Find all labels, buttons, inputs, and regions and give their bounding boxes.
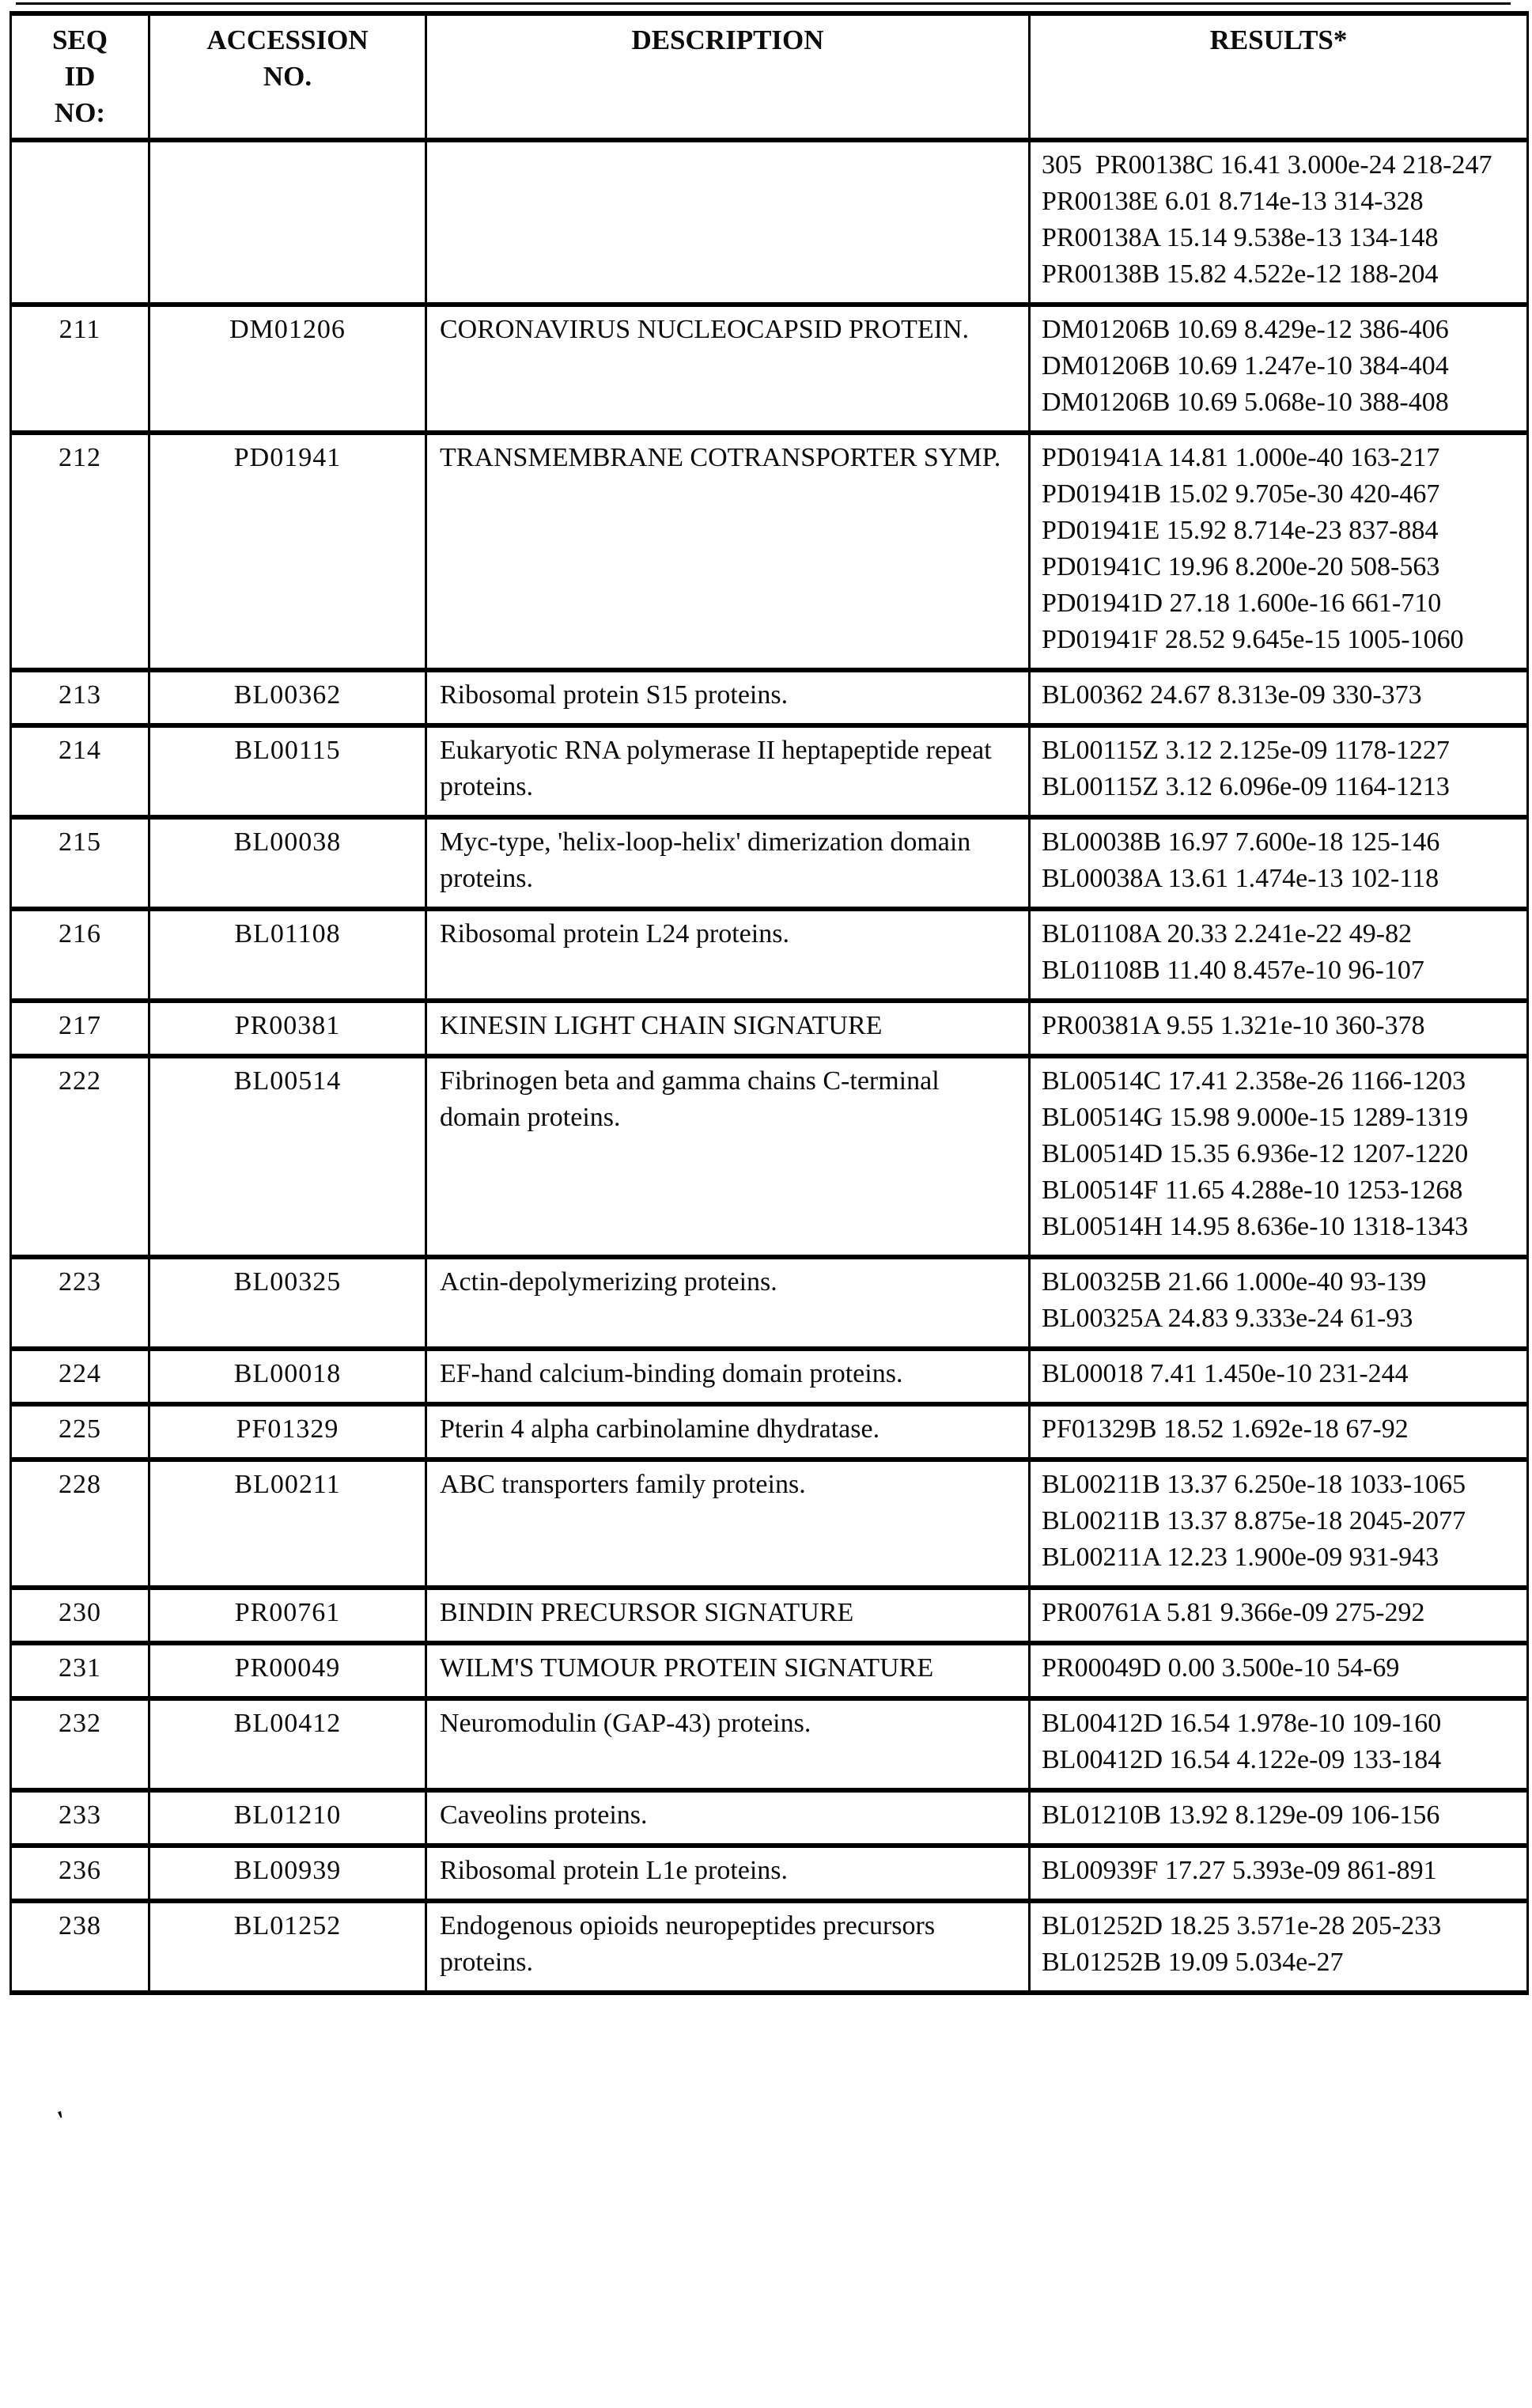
accession-cell bbox=[149, 140, 426, 305]
accession-cell: BL00362 bbox=[149, 670, 426, 725]
table-header bbox=[11, 13, 1528, 140]
seq-id-cell bbox=[11, 140, 149, 305]
column-header-results: RESULTS* bbox=[1030, 13, 1528, 140]
results-cell: BL00412D 16.54 1.978e-10 109-160 BL00412D 16.54 4.122e-09 133-184 bbox=[1030, 1698, 1528, 1790]
seq-id-cell: 212 bbox=[11, 433, 149, 670]
accession-cell: BL00038 bbox=[149, 817, 426, 909]
seq-id-cell: 223 bbox=[11, 1257, 149, 1349]
table-row bbox=[11, 1257, 1528, 1349]
table-row bbox=[11, 1056, 1528, 1257]
table-row bbox=[11, 909, 1528, 1001]
seq-id-cell: 238 bbox=[11, 1901, 149, 1993]
results-cell: BL00514C 17.41 2.358e-26 1166-1203 BL00514G 15.98 9.000e-15 1289-1319 BL00514D 15.35 6.936e-12 1207-1220 BL00514F 11.65 4.288e-10 1253-1268 BL00514H 14.95 8.636e-10 1318-1343 bbox=[1030, 1056, 1528, 1257]
scan-artifact-mark: ' bbox=[54, 2105, 70, 2136]
seq-id-cell: 225 bbox=[11, 1404, 149, 1460]
description-cell: CORONAVIRUS NUCLEOCAPSID PROTEIN. bbox=[426, 305, 1030, 433]
column-header-accession: ACCESSION NO. bbox=[149, 13, 426, 140]
results-cell: BL00038B 16.97 7.600e-18 125-146 BL00038A 13.61 1.474e-13 102-118 bbox=[1030, 817, 1528, 909]
description-cell: Fibrinogen beta and gamma chains C-terminal domain proteins. bbox=[426, 1056, 1030, 1257]
table-row bbox=[11, 1790, 1528, 1846]
description-cell: ABC transporters family proteins. bbox=[426, 1460, 1030, 1588]
accession-cell: BL00514 bbox=[149, 1056, 426, 1257]
description-cell bbox=[426, 140, 1030, 305]
description-cell: BINDIN PRECURSOR SIGNATURE bbox=[426, 1588, 1030, 1643]
seq-id-cell: 236 bbox=[11, 1846, 149, 1901]
accession-cell: BL00325 bbox=[149, 1257, 426, 1349]
accession-cell: BL01108 bbox=[149, 909, 426, 1001]
results-cell: BL00115Z 3.12 2.125e-09 1178-1227 BL00115Z 3.12 6.096e-09 1164-1213 bbox=[1030, 725, 1528, 817]
results-cell: PD01941A 14.81 1.000e-40 163-217 PD01941B 15.02 9.705e-30 420-467 PD01941E 15.92 8.714e-23 837-884 PD01941C 19.96 8.200e-20 508-563 PD01941D 27.18 1.600e-16 661-710 PD01941F 28.52 9.645e-15 1005-1060 bbox=[1030, 433, 1528, 670]
seq-id-cell: 217 bbox=[11, 1001, 149, 1056]
table-row bbox=[11, 433, 1528, 670]
table-body bbox=[11, 140, 1528, 1993]
table-row bbox=[11, 1460, 1528, 1588]
description-cell: Myc-type, 'helix-loop-helix' dimerization domain proteins. bbox=[426, 817, 1030, 909]
seq-id-cell: 222 bbox=[11, 1056, 149, 1257]
description-cell: Ribosomal protein S15 proteins. bbox=[426, 670, 1030, 725]
description-cell: EF-hand calcium-binding domain proteins. bbox=[426, 1349, 1030, 1404]
accession-cell: BL00115 bbox=[149, 725, 426, 817]
seq-id-cell: 211 bbox=[11, 305, 149, 433]
column-header-seq-id: SEQ ID NO: bbox=[11, 13, 149, 140]
results-cell: BL00939F 17.27 5.393e-09 861-891 bbox=[1030, 1846, 1528, 1901]
description-cell: Pterin 4 alpha carbinolamine dhydratase. bbox=[426, 1404, 1030, 1460]
results-cell: PF01329B 18.52 1.692e-18 67-92 bbox=[1030, 1404, 1528, 1460]
accession-cell: DM01206 bbox=[149, 305, 426, 433]
table-row bbox=[11, 1643, 1528, 1698]
description-cell: Ribosomal protein L1e proteins. bbox=[426, 1846, 1030, 1901]
results-cell: BL00362 24.67 8.313e-09 330-373 bbox=[1030, 670, 1528, 725]
accession-cell: PF01329 bbox=[149, 1404, 426, 1460]
seq-id-cell: 215 bbox=[11, 817, 149, 909]
table-row bbox=[11, 1901, 1528, 1993]
table-row bbox=[11, 1001, 1528, 1056]
description-cell: WILM'S TUMOUR PROTEIN SIGNATURE bbox=[426, 1643, 1030, 1698]
table-row bbox=[11, 1404, 1528, 1460]
seq-id-cell: 233 bbox=[11, 1790, 149, 1846]
accession-cell: BL00939 bbox=[149, 1846, 426, 1901]
results-cell: BL01252D 18.25 3.571e-28 205-233 BL01252B 19.09 5.034e-27 bbox=[1030, 1901, 1528, 1993]
results-cell: BL00325B 21.66 1.000e-40 93-139 BL00325A 24.83 9.333e-24 61-93 bbox=[1030, 1257, 1528, 1349]
accession-cell: BL01252 bbox=[149, 1901, 426, 1993]
accession-cell: PD01941 bbox=[149, 433, 426, 670]
seq-id-cell: 213 bbox=[11, 670, 149, 725]
seq-id-cell: 214 bbox=[11, 725, 149, 817]
results-cell: BL00018 7.41 1.450e-10 231-244 bbox=[1030, 1349, 1528, 1404]
seq-id-cell: 228 bbox=[11, 1460, 149, 1588]
table-row bbox=[11, 1588, 1528, 1643]
table-row bbox=[11, 305, 1528, 433]
accession-cell: BL00412 bbox=[149, 1698, 426, 1790]
results-cell: BL01108A 20.33 2.241e-22 49-82 BL01108B 11.40 8.457e-10 96-107 bbox=[1030, 909, 1528, 1001]
table-row bbox=[11, 1349, 1528, 1404]
results-cell: DM01206B 10.69 8.429e-12 386-406 DM01206B 10.69 1.247e-10 384-404 DM01206B 10.69 5.068e-10 388-408 bbox=[1030, 305, 1528, 433]
results-cell: PR00761A 5.81 9.366e-09 275-292 bbox=[1030, 1588, 1528, 1643]
header-row bbox=[11, 13, 1528, 140]
results-cell: BL01210B 13.92 8.129e-09 106-156 bbox=[1030, 1790, 1528, 1846]
description-cell: Endogenous opioids neuropeptides precursors proteins. bbox=[426, 1901, 1030, 1993]
accession-cell: BL00211 bbox=[149, 1460, 426, 1588]
table-row bbox=[11, 140, 1528, 305]
results-cell: 305 PR00138C 16.41 3.000e-24 218-247 PR00138E 6.01 8.714e-13 314-328 PR00138A 15.14 9.538e-13 134-148 PR00138B 15.82 4.522e-12 188-204 bbox=[1030, 140, 1528, 305]
seq-id-cell: 230 bbox=[11, 1588, 149, 1643]
table-row bbox=[11, 817, 1528, 909]
description-cell: TRANSMEMBRANE COTRANSPORTER SYMP. bbox=[426, 433, 1030, 670]
seq-id-cell: 224 bbox=[11, 1349, 149, 1404]
seq-id-cell: 216 bbox=[11, 909, 149, 1001]
scan-top-rule bbox=[16, 2, 1511, 5]
results-cell: PR00049D 0.00 3.500e-10 54-69 bbox=[1030, 1643, 1528, 1698]
accession-cell: BL00018 bbox=[149, 1349, 426, 1404]
results-cell: BL00211B 13.37 6.250e-18 1033-1065 BL00211B 13.37 8.875e-18 2045-2077 BL00211A 12.23 1.900e-09 931-943 bbox=[1030, 1460, 1528, 1588]
description-cell: Ribosomal protein L24 proteins. bbox=[426, 909, 1030, 1001]
accession-cell: PR00381 bbox=[149, 1001, 426, 1056]
description-cell: Neuromodulin (GAP-43) proteins. bbox=[426, 1698, 1030, 1790]
description-cell: Actin-depolymerizing proteins. bbox=[426, 1257, 1030, 1349]
sequence-results-table bbox=[9, 11, 1529, 1995]
accession-cell: PR00049 bbox=[149, 1643, 426, 1698]
column-header-description: DESCRIPTION bbox=[426, 13, 1030, 140]
accession-cell: PR00761 bbox=[149, 1588, 426, 1643]
table-row bbox=[11, 1698, 1528, 1790]
description-cell: Eukaryotic RNA polymerase II heptapeptide repeat proteins. bbox=[426, 725, 1030, 817]
description-cell: KINESIN LIGHT CHAIN SIGNATURE bbox=[426, 1001, 1030, 1056]
results-cell: PR00381A 9.55 1.321e-10 360-378 bbox=[1030, 1001, 1528, 1056]
accession-cell: BL01210 bbox=[149, 1790, 426, 1846]
seq-id-cell: 231 bbox=[11, 1643, 149, 1698]
seq-id-cell: 232 bbox=[11, 1698, 149, 1790]
table-row bbox=[11, 670, 1528, 725]
description-cell: Caveolins proteins. bbox=[426, 1790, 1030, 1846]
table-row bbox=[11, 725, 1528, 817]
table-row bbox=[11, 1846, 1528, 1901]
